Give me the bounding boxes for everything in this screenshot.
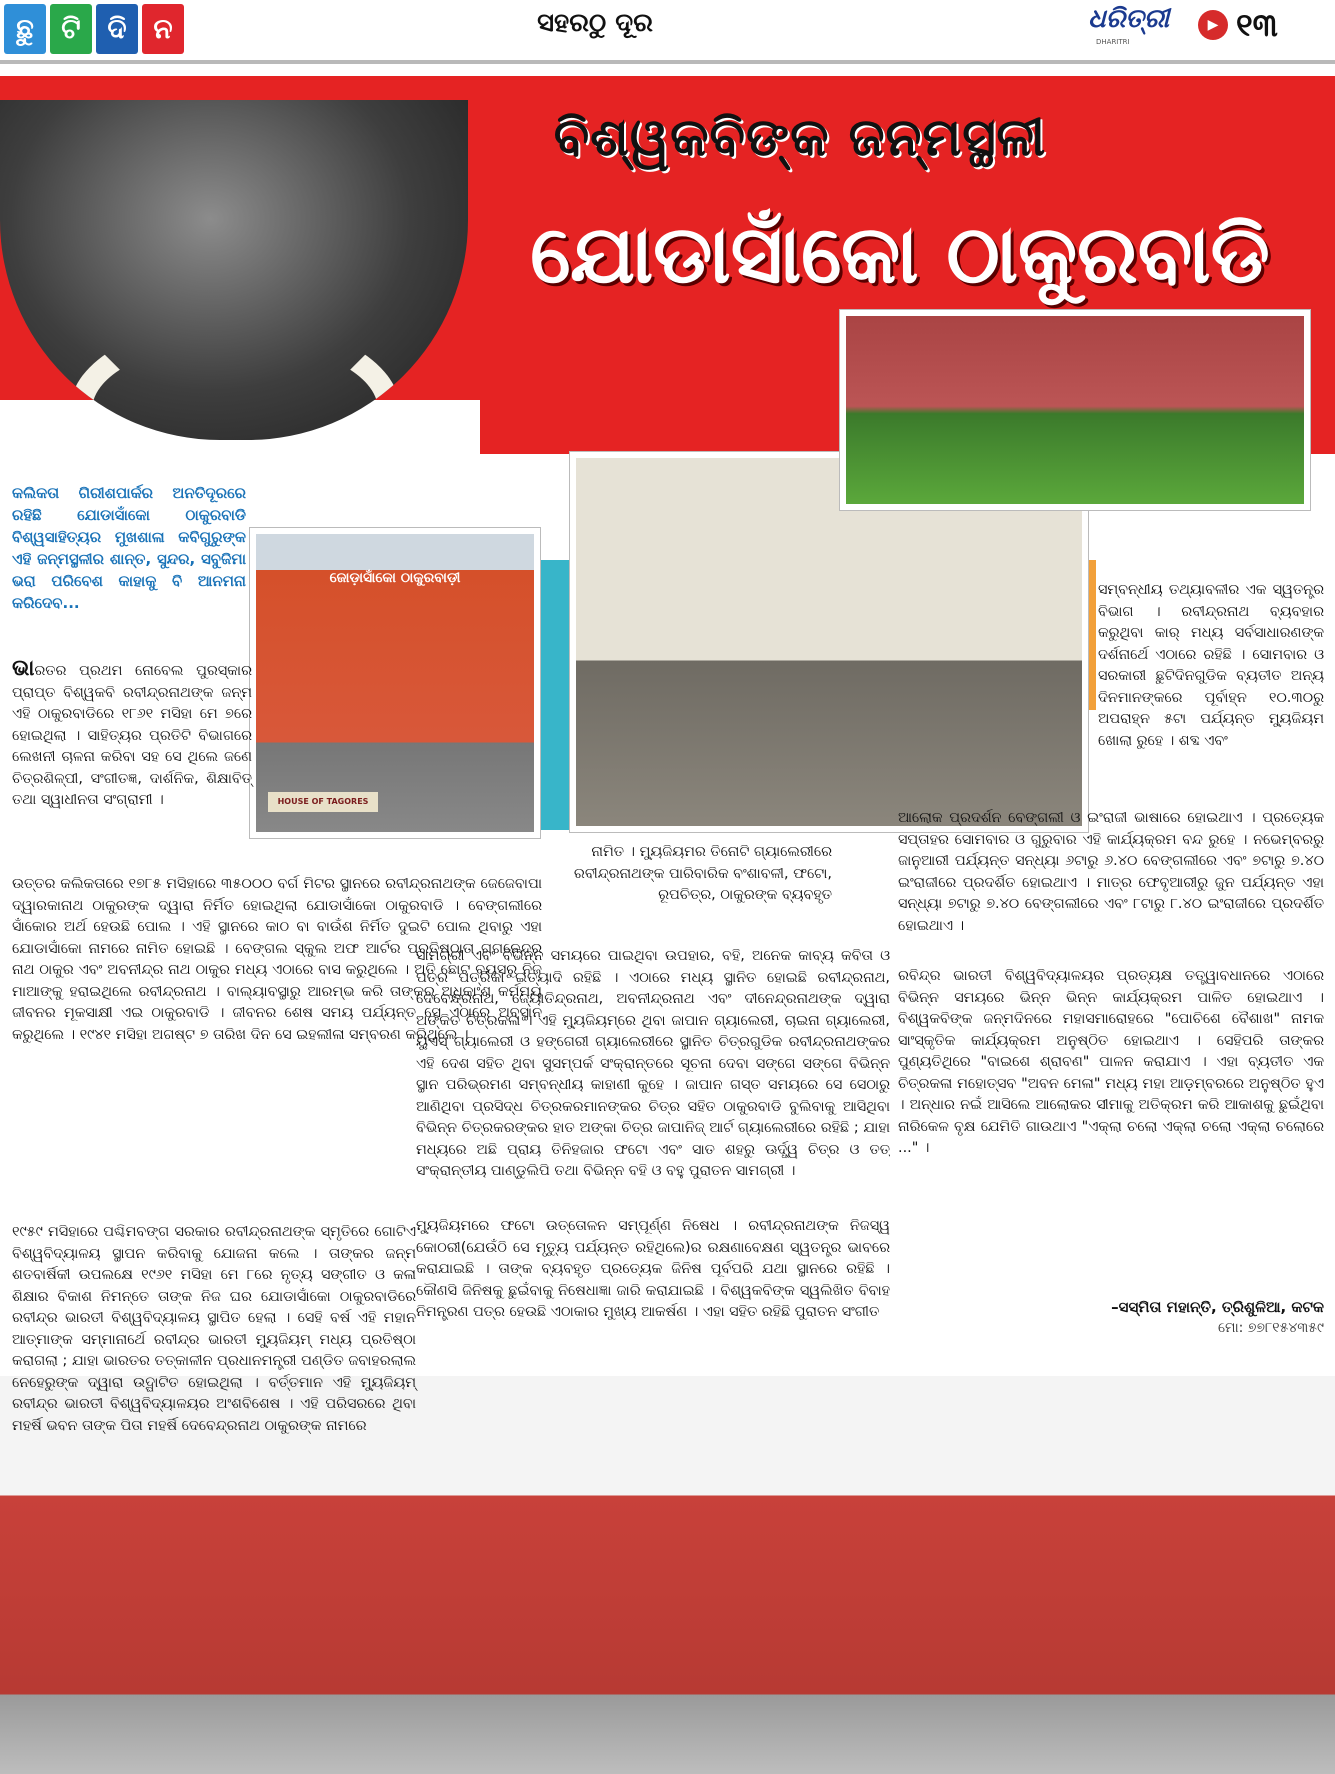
logo-letter-2: ଟି: [50, 4, 92, 54]
page-number: ୧୩: [1236, 6, 1278, 44]
article-paragraph-5: ମ୍ୟୁଜିୟମରେ ଫଟୋ ଉତ୍ତୋଳନ ସମ୍ପୂର୍ଣ୍ଣ ନିଷେଧ । ରବୀନ୍ଦ୍ରନାଥଙ୍କ ନିଜସ୍ୱ କୋଠରୀ(ଯେଉଁଠି ସେ ମୃତ୍ୟୁ ପର୍ଯ୍ୟନ୍ତ ରହିଥିଲେ)ର ରକ୍ଷଣାବେକ୍ଷଣ ସ୍ୱତନ୍ତ୍ର ଭାବରେ କରାଯାଇଛି । ତାଙ୍କ ବ୍ୟବହୃତ ପ୍ରତ୍ୟେକ ଜିନିଷ ପୂର୍ବପରି ଯଥା ସ୍ଥାନରେ ରହିଛି । କୌଣସି ଜିନିଷକୁ ଛୁଇଁବାକୁ ନିଷେଧାଜ୍ଞା ଜାରି କରାଯାଇଛି । ବିଶ୍ୱକବିଙ୍କ ସ୍ୱଲିଖିତ ବିବାହ ନିମନ୍ତ୍ରଣ ପତ୍ର ହେଉଛି ଏଠାକାର ମୁଖ୍ୟ ଆକର୍ଷଣ । ଏହା ସହିତ ରହିଛି ପୁରାତନ ସଂଗୀତ: [416, 1218, 890, 1320]
section-title: ସହରଠୁ ଦୂର: [537, 8, 653, 38]
article-paragraph-2: ଉତ୍ତର କଲିକତାରେ ୧୭୮୫ ମସିହାରେ ୩୫୦୦୦ ବର୍ଗ ମିଟର ସ୍ଥାନରେ ରବୀନ୍ଦ୍ରନାଥଙ୍କ ଜେଜେବାପା ଦ୍ୱାରକାନାଥ ଠାକୁରଙ୍କ ଦ୍ୱାରା ନିର୍ମିତ ହୋଇଥିଲା ଯୋଡାସାଁକୋ ଠାକୁରବାଡି । ବେଙ୍ଗଲୀରେ ସାଁକୋର ଅର୍ଥ ହେଉଛି ପୋଲ । ଏହି ସ୍ଥାନରେ କାଠ ବା ବାଉଁଶ ନିର୍ମିତ ଦୁଇଟି ପୋଲ ଥିବାରୁ ଏହା ଯୋଡାସାଁକୋ ନାମରେ ନାମିତ ହୋଇଛି । ବେଙ୍ଗଲ ସ୍କୁଲ ଅଫ ଆର୍ଟର ପ୍ରତିଷ୍ଠାତା ଗଗନେନ୍ଦ୍ର ନାଥ ଠାକୁର ଏବଂ ଅବନୀନ୍ଦ୍ର ନାଥ ଠାକୁର ମଧ୍ୟ ଏଠାରେ ବାସ କରୁଥିଲେ । ଅତି ଛୋଟ ବୟସରୁ ନିଜ ମାଆଙ୍କୁ ହରାଇଥିଲେ ରବୀନ୍ଦ୍ରନାଥ । ବାଲ୍ୟାବସ୍ଥାରୁ ଆରମ୍ଭ କରି ତାଙ୍କର ଅଧିକାଂଶ କର୍ମମୟ ଜୀବନର ମୂକସାକ୍ଷୀ ଏଇ ଠାକୁରବାଡି । ଜୀବନର ଶେଷ ସମୟ ପର୍ଯ୍ୟନ୍ତ ସେ ଏଠାରେ ଅବସ୍ଥାନ କରୁଥିଲେ । ୧୯୪୧ ମସିହା ଅଗଷ୍ଟ ୭ ତାରିଖ ଦିନ ସେ ଇହଲୀଳା ସମ୍ବରଣ କରିଥିଲେ ।: [12, 876, 542, 1043]
garland-image: [70, 320, 400, 440]
author-phone: ମୋ: ୭୭୮୧୫୪୩୫୯: [1218, 1320, 1324, 1336]
paper-name-english: DHARITRI: [1096, 38, 1130, 46]
gate-plaque: HOUSE OF TAGORES: [268, 792, 378, 812]
article-paragraph-4a: ନାମିତ । ମ୍ୟୁଜିୟମର ତିନୋଟି ଗ୍ୟାଲେରୀରେ ରବୀନ୍ଦ୍ରନାଥଙ୍କ ପାରିବାରିକ ବଂଶାବଳୀ, ଫଟୋ, ରୂପଚିତ୍ର, ଠାକୁରଙ୍କ ବ୍ୟବହୃତ: [573, 844, 832, 903]
paragraph-1-text: ରତର ପ୍ରଥମ ନୋବେଲ ପୁରସ୍କାର ପ୍ରାପ୍ତ ବିଶ୍ୱକବି ରବୀନ୍ଦ୍ରନାଥଙ୍କ ଜନ୍ମ ଏହି ଠାକୁରବାଡିରେ ୧୮୬୧ ମସିହା ମେ ୭ରେ ହୋଇଥିଲା । ସାହିତ୍ୟର ପ୍ରତିଟି ବିଭାଗରେ ଲେଖନୀ ଚାଳନା କରିବା ସହ ସେ ଥିଲେ ଜଣେ ଚିତ୍ରଶିଳ୍ପୀ, ସଂଗୀତଜ୍ଞ, ଦାର୍ଶନିକ, ଶିକ୍ଷାବିତ୍ ତଥା ସ୍ୱାଧୀନତା ସଂଗ୍ରାମୀ ।: [12, 663, 252, 808]
logo-letter-4: ନ: [142, 4, 184, 54]
headline-main: ଯୋଡାସାଁକୋ ଠାକୁରବାଡି: [530, 208, 1270, 301]
header-divider: [0, 60, 1335, 64]
article-intro: କଲିକତା ଗିରୀଶପାର୍କର ଅନତିଦୂରରେ ରହିଛି ଯୋଡାସାଁକୋ ଠାକୁରବାଡି ବିଶ୍ୱସାହିତ୍ୟର ମୁଖଶାଳା କବିଗୁରୁଙ୍କ ଏହି ଜନ୍ମସ୍ଥଳୀର ଶାନ୍ତ, ସୁନ୍ଦର, ସବୁଜିମା ଭରା ପରିବେଶ କାହାକୁ ବି ଆନମନା କରିଦେବ...: [12, 484, 246, 612]
play-icon: ▶: [1198, 10, 1228, 40]
headline-kicker: ବିଶ୍ୱକବିଙ୍କ ଜନ୍ମସ୍ଥଳୀ: [553, 108, 1047, 168]
article-paragraph-3: ୧୯୫୯ ମସିହାରେ ପଶ୍ଚିମବଙ୍ଗ ସରକାର ରବୀନ୍ଦ୍ରନାଥଙ୍କ ସ୍ମୃତିରେ ଗୋଟିଏ ବିଶ୍ୱବିଦ୍ୟାଳୟ ସ୍ଥାପନ କରିବାକୁ ଯୋଜନା କଲେ । ତାଙ୍କର ଜନ୍ମ ଶତବାର୍ଷିକୀ ଉପଲକ୍ଷେ ୧୯୬୧ ମସିହା ମେ ୮ରେ ନୃତ୍ୟ ସଙ୍ଗୀତ ଓ କଳା ଶିକ୍ଷାର ବିକାଶ ନିମନ୍ତେ ତାଙ୍କ ନିଜ ଘର ଯୋଡାସାଁକୋ ଠାକୁରବାଡିରେ ରବୀନ୍ଦ୍ର ଭାରତୀ ବିଶ୍ୱବିଦ୍ୟାଳୟ ସ୍ଥାପିତ ହେଲା । ସେହି ବର୍ଷ ଏହି ମହାନ ଆତ୍ମାଙ୍କ ସମ୍ମାନାର୍ଥେ ରବୀନ୍ଦ୍ର ଭାରତୀ ମ୍ୟୁଜିୟମ୍ ମଧ୍ୟ ପ୍ରତିଷ୍ଠା କରାଗଲା ; ଯାହା ଭାରତର ତତ୍କାଳୀନ ପ୍ରଧାନମନ୍ତ୍ରୀ ପଣ୍ଡିତ ଜବାହରଲାଲ ନେହେରୁଙ୍କ ଦ୍ୱାରା ଉଦ୍ଘାଟିତ ହୋଇଥିଲା । ବର୍ତ୍ତମାନ ଏହି ମ୍ୟୁଜିୟମ୍ ରବୀନ୍ଦ୍ର ଭାରତୀ ବିଶ୍ୱବିଦ୍ୟାଳୟର ଅଂଶବିଶେଷ । ଏହି ପରିସରରେ ଥିବା ମହର୍ଷି ଭବନ ତାଙ୍କ ପିତା ମହର୍ଷି ଦେବେନ୍ଦ୍ରନାଥ ଠାକୁରଙ୍କ ନାମରେ: [12, 1224, 416, 1434]
gate-photo: [250, 528, 540, 838]
article-paragraph-7: ରବିନ୍ଦ୍ର ଭାରତୀ ବିଶ୍ୱବିଦ୍ୟାଳୟର ପ୍ରତ୍ୟକ୍ଷ ତତ୍ତ୍ୱାବଧାନରେ ଏଠାରେ ବିଭିନ୍ନ ସମୟରେ ଭିନ୍ନ ଭିନ୍ନ କାର୍ଯ୍ୟକ୍ରମ ପାଳିତ ହୋଇଥାଏ । ବିଶ୍ୱକବିଙ୍କ ଜନ୍ମଦିନରେ ମହାସମାରୋହରେ "ପୋଚିଶେ ବୈଶାଖ" ନାମକ ସାଂସ୍କୃତିକ କାର୍ଯ୍ୟକ୍ରମ ଅନୁଷ୍ଠିତ ହୋଇଥାଏ । ସେହିପରି ତାଙ୍କର ପୁଣ୍ୟତିଥିରେ "ବାଇଶେ ଶ୍ରାବଣ" ପାଳନ କରାଯାଏ । ଏହା ବ୍ୟତୀତ ଏକ ଚିତ୍ରକଳା ମହୋତ୍ସବ "ଅବନ ମେଳା" ମଧ୍ୟ ମହା ଆଡ଼ମ୍ବରରେ ଅନୁଷ୍ଠିତ ହୁଏ । ଅନ୍ଧାର ନଇଁ ଆସିଲେ ଆଲୋକର ସୀମାକୁ ଅତିକ୍ରମ କରି ଆକାଶକୁ ଛୁଇଁଥିବା ନାରିକେଳ ବୃକ୍ଷ ଯେମିତି ଗାଉଥାଏ "ଏକ୍ଲା ଚଲୋ ଏକ୍ଲା ଚଲୋ ଏକ୍ଲା ଚଲୋରେ ..." ।: [898, 968, 1324, 1156]
gate-sign-text: ଜୋଡ଼ାସାଁକୋ ଠାକୁରବାଡ଼ୀ: [329, 570, 461, 586]
article-paragraph-6b: ଆଲୋକ ପ୍ରଦର୍ଶନ ବେଙ୍ଗଲୀ ଓ ଇଂରାଜୀ ଭାଷାରେ ହୋଇଥାଏ । ପ୍ରତ୍ୟେକ ସପ୍ତାହର ସୋମବାର ଓ ଗୁରୁବାର ଏହି କାର୍ଯ୍ୟକ୍ରମ ବନ୍ଦ ରୁହେ । ନଭେମ୍ବରରୁ ଜାନୁଆରୀ ପର୍ଯ୍ୟନ୍ତ ସନ୍ଧ୍ୟା ୬ଟାରୁ ୬.୪୦ ବେଙ୍ଗଲୀରେ ଏବଂ ୭ଟାରୁ ୭.୪୦ ଇଂରାଜୀରେ ପ୍ରଦର୍ଶିତ ହୋଇଥାଏ । ମାତ୍ର ଫେବୃଆରୀରୁ ଜୁନ ପର୍ଯ୍ୟନ୍ତ ଏହା ସନ୍ଧ୍ୟା ୭ଟାରୁ ୭.୪୦ ବେଙ୍ଗଲୀରେ ଏବଂ ୮ଟାରୁ ୮.୪୦ ଇଂରାଜୀରେ ପ୍ରଦର୍ଶିତ ହୋଇଥାଏ ।: [898, 810, 1324, 934]
drop-cap: ଭା: [12, 656, 35, 681]
author-byline: –ସସ୍ମିତା ମହାନ୍ତି, ତ୍ରିଶୁଳିଆ, କଟକ: [1111, 1298, 1324, 1316]
logo-letter-3: ଦି: [96, 4, 138, 54]
lawn-building-photo: [840, 310, 1310, 510]
article-paragraph-4b: ସାମଗ୍ରୀ ଏବଂ ବିଭିନ୍ନ ସମୟରେ ପାଇଥିବା ଉପହାର, ବହି, ଅନେକ କାବ୍ୟ କବିତା ଓ ପତ୍ର ପତ୍ରିକା ଇତ୍ୟାଦି ରହିଛି । ଏଠାରେ ମଧ୍ୟ ସ୍ଥାନିତ ହୋଇଛି ରବୀନ୍ଦ୍ରନାଥ, ଦେବେନ୍ଦ୍ରନାଥ, ଜ୍ୟୋତିନ୍ଦ୍ରନାଥ, ଅବନୀନ୍ଦ୍ରନାଥ ଏବଂ ଦୀନେନ୍ଦ୍ରନାଥଙ୍କ ଦ୍ୱାରା ଅଙ୍କିତ ଚିତ୍ରକଳା । ଏହି ମ୍ୟୁଜିୟମ୍‌ରେ ଥିବା ଜାପାନ ଗ୍ୟାଲେରୀ, ଚାଇନା ଗ୍ୟାଲେରୀ, ୟୁଏସ୍ ଗ୍ୟାଲେରୀ ଓ ହଙ୍ଗେରୀ ଗ୍ୟାଲେରୀରେ ସ୍ଥାନିତ ଚିତ୍ରଗୁଡିକ ରବୀନ୍ଦ୍ରନାଥଙ୍କର ଏହି ଦେଶ ସହିତ ଥିବା ସୁସମ୍ପର୍କ ସଂକ୍ରାନ୍ତରେ ସୂଚନା ଦେବା ସଙ୍ଗେ ସଙ୍ଗେ ବିଭିନ୍ନ ସ୍ଥାନ ପରିଭ୍ରମଣ ସମ୍ବନ୍ଧୀୟ କାହାଣୀ କୁହେ । ଜାପାନ ଗସ୍ତ ସମୟରେ ସେ ସେଠାରୁ ଆଣିଥିବା ପ୍ରସିଦ୍ଧ ଚିତ୍ରକରମାନଙ୍କର ଚିତ୍ର ସହିତ ଠାକୁରବାଡି ବୁଲିବାକୁ ଆସିଥିବା ବିଭିନ୍ନ ଚିତ୍ରକରଙ୍କର ହାତ ଅଙ୍କା ଚିତ୍ର ଜାପାନିଜ୍ ଆର୍ଟ ଗ୍ୟାଲେରୀରେ ରହିଛି ; ଯାହା ମଧ୍ୟରେ ଅଛି ପ୍ରାୟ ତିନିହଜାର ଫଟୋ ଏବଂ ସାତ ଶହରୁ ଊର୍ଦ୍ଧ୍ୱ ଚିତ୍ର ଓ ତତ୍ ସଂକ୍ରାନ୍ତୀୟ ପାଣ୍ଡୁଲିପି ତଥା ବିଭିନ୍ନ ବହି ଓ ବହୁ ପୁରାତନ ସାମଗ୍ରୀ ।: [416, 948, 890, 1179]
masthead: [0, 0, 1335, 62]
paper-name: ଧରିତ୍ରୀ: [1088, 4, 1170, 34]
article-paragraph-1: [12, 658, 252, 812]
article-paragraph-6a: ସମ୍ବନ୍ଧୀୟ ତଥ୍ୟାବଳୀର ଏକ ସ୍ୱତନ୍ତ୍ର ବିଭାଗ । ରବୀନ୍ଦ୍ରନାଥ ବ୍ୟବହାର କରୁଥିବା କାର୍ ମଧ୍ୟ ସର୍ବସାଧାରଣଙ୍କ ଦର୍ଶନାର୍ଥେ ଏଠାରେ ରହିଛି । ସୋମବାର ଓ ସରକାରୀ ଛୁଟିଦିନଗୁଡିକ ବ୍ୟତୀତ ଅନ୍ୟ ଦିନମାନଙ୍କରେ ପୂର୍ବାହ୍ନ ୧୦.୩୦ରୁ ଅପରାହ୍ନ ୫ଟା ପର୍ଯ୍ୟନ୍ତ ମ୍ୟୁଜିୟମ ଖୋଲା ରୁହେ । ଶବ୍ଦ ଏବଂ: [1098, 582, 1324, 749]
logo-letter-1: ଛୁ: [4, 4, 46, 54]
